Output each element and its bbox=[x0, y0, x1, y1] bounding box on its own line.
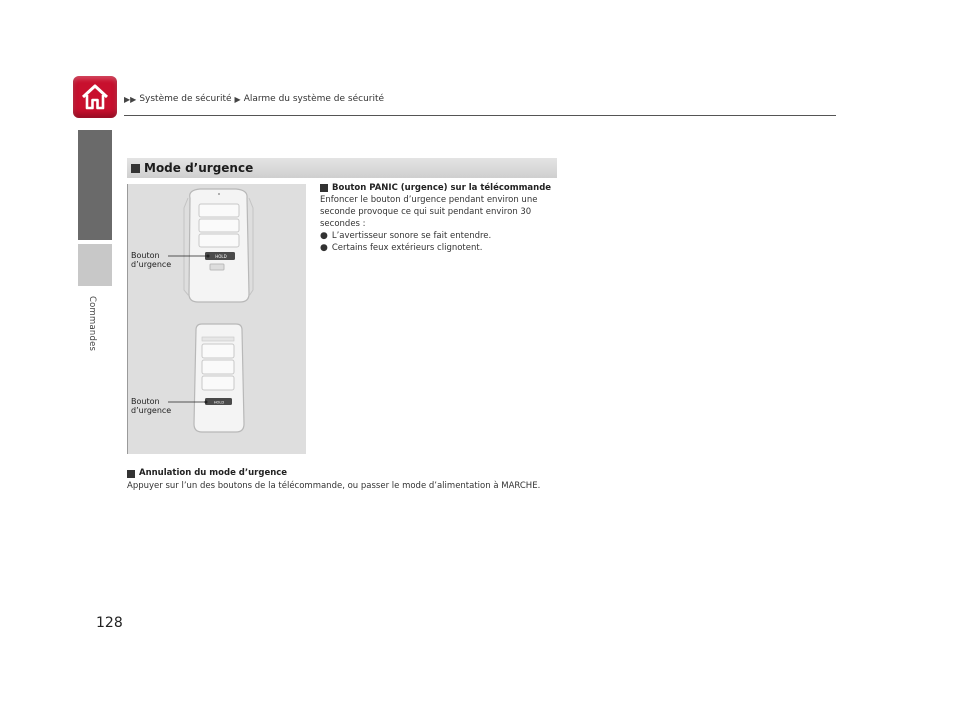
square-bullet-icon bbox=[127, 470, 135, 478]
bullet-dot-icon: ● bbox=[320, 231, 328, 241]
panic-info-text: Enfoncer le bouton d’urgence pendant environ une seconde provoque ce qui suit pendant environ 30 secondes : bbox=[320, 195, 538, 229]
square-bullet-icon bbox=[320, 184, 328, 192]
breadcrumb-arrow-icon: ▶▶ bbox=[124, 94, 137, 104]
breadcrumb-arrow-icon: ▶ bbox=[234, 94, 241, 104]
home-icon bbox=[80, 83, 110, 111]
bullet-text: Certains feux extérieurs clignotent. bbox=[331, 243, 483, 253]
callout-panic-button-bottom bbox=[131, 397, 171, 415]
fob-hold-label: HOLD bbox=[215, 254, 227, 259]
list-item bbox=[320, 242, 560, 254]
header-divider bbox=[124, 115, 836, 116]
cancel-text: Appuyer sur l’un des boutons de la télécommande, ou passer le mode d’alimentation à MARCHE. bbox=[127, 481, 541, 491]
callout-line: d’urgence bbox=[131, 260, 172, 269]
sidebar-chapter-label[interactable]: Commandes bbox=[87, 296, 97, 352]
panic-button-info bbox=[320, 182, 560, 254]
breadcrumb-link-security-system[interactable]: Système de sécurité bbox=[139, 94, 232, 104]
panic-info-heading-text: Bouton PANIC (urgence) sur la télécommande bbox=[332, 183, 552, 193]
callout-line: d’urgence bbox=[131, 406, 172, 415]
callout-panic-button-top bbox=[131, 251, 171, 269]
bullet-text: L’avertisseur sonore se fait entendre. bbox=[331, 231, 492, 241]
breadcrumb bbox=[124, 94, 384, 104]
callout-line: Bouton bbox=[131, 251, 160, 260]
bullet-dot-icon: ● bbox=[320, 243, 328, 253]
sidebar-tab-active bbox=[78, 130, 112, 240]
list-item bbox=[320, 230, 560, 242]
cancel-heading-text: Annulation du mode d’urgence bbox=[139, 468, 288, 478]
square-bullet-icon bbox=[131, 164, 140, 173]
panic-info-heading bbox=[320, 182, 560, 194]
section-heading bbox=[127, 158, 557, 178]
section-title: Mode d’urgence bbox=[144, 161, 254, 175]
fob-hold-label: HOLD bbox=[213, 400, 225, 405]
breadcrumb-current: Alarme du système de sécurité bbox=[243, 94, 385, 104]
callout-line: Bouton bbox=[131, 397, 160, 406]
cancel-heading bbox=[127, 467, 547, 480]
page-number: 128 bbox=[96, 615, 123, 631]
home-button[interactable] bbox=[73, 76, 117, 118]
sidebar-tab-inactive bbox=[78, 244, 112, 286]
cancel-panic-section bbox=[127, 467, 547, 493]
key-fob-illustration bbox=[127, 184, 306, 454]
